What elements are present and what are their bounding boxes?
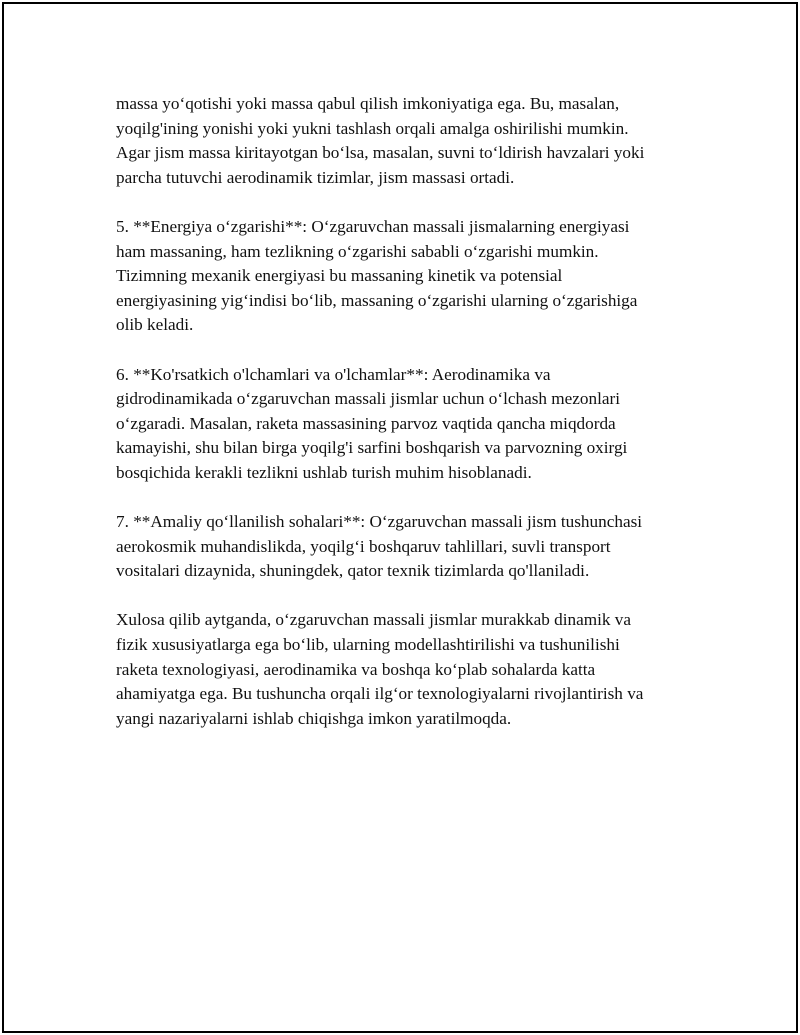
text-line: 6. **Ko'rsatkich o'lchamlari va o'lchamlar**: Aerodinamika va bbox=[116, 364, 551, 384]
paragraph-energy-change bbox=[116, 215, 706, 338]
text-line: fizik xususiyatlarga ega bo‘lib, ularning modellashtirilishi va tushunilishi bbox=[116, 635, 620, 655]
text-line: ahamiyatga ega. Bu tushuncha orqali ilg‘or texnologiyalarni rivojlantirish va bbox=[116, 684, 644, 704]
text-line: massa yo‘qotishi yoki massa qabul qilish imkoniyatiga ega. Bu, masalan, bbox=[116, 94, 620, 113]
text-line: olib keladi. bbox=[116, 315, 194, 335]
text-line: yoqilg'ining yonishi yoki yukni tashlash orqali amalga oshirilishi mumkin. bbox=[116, 118, 629, 138]
text-line: energiyasining yig‘indisi bo‘lib, massaning o‘zgarishi ularning o‘zgarishiga bbox=[116, 290, 638, 310]
text-line: gidrodinamikada o‘zgaruvchan massali jismlar uchun o‘lchash mezonlari bbox=[116, 389, 621, 409]
text-line: Xulosa qilib aytganda, o‘zgaruvchan massali jismlar murakkab dinamik va bbox=[116, 610, 632, 630]
text-line: 5. **Energiya o‘zgarishi**: O‘zgaruvchan massali jismalarning energiyasi bbox=[116, 216, 630, 236]
paragraph-mass-change bbox=[116, 92, 706, 190]
text-line: Tizimning mexanik energiyasi bu massaning kinetik va potensial bbox=[116, 266, 563, 286]
text-line: parcha tutuvchi aerodinamik tizimlar, jism massasi ortadi. bbox=[116, 167, 515, 187]
document-body bbox=[116, 92, 706, 756]
text-line: yangi nazariyalarni ishlab chiqishga imkon yaratilmoqda. bbox=[116, 708, 512, 728]
text-line: Agar jism massa kiritayotgan bo‘lsa, masalan, suvni to‘ldirish havzalari yoki bbox=[116, 143, 645, 163]
text-line: o‘zgaradi. Masalan, raketa massasining parvoz vaqtida qancha miqdorda bbox=[116, 413, 616, 433]
text-line: bosqichida kerakli tezlikni ushlab turish muhim hisoblanadi. bbox=[116, 462, 532, 482]
paragraph-measurements bbox=[116, 363, 706, 486]
text-line: aerokosmik muhandislikda, yoqilg‘i boshqaruv tahlillari, suvli transport bbox=[116, 536, 611, 556]
text-line: kamayishi, shu bilan birga yoqilg'i sarfini boshqarish va parvozning oxirgi bbox=[116, 438, 628, 458]
text-line: vositalari dizaynida, shuningdek, qator texnik tizimlarda qo'llaniladi. bbox=[116, 561, 590, 581]
text-line: 7. **Amaliy qo‘llanilish sohalari**: O‘zgaruvchan massali jism tushunchasi bbox=[116, 512, 643, 532]
text-line: raketa texnologiyasi, aerodinamika va boshqa ko‘plab sohalarda katta bbox=[116, 659, 596, 679]
text-line: ham massaning, ham tezlikning o‘zgarishi sababli o‘zgarishi mumkin. bbox=[116, 241, 599, 261]
paragraph-conclusion bbox=[116, 608, 706, 731]
paragraph-applications bbox=[116, 510, 706, 584]
